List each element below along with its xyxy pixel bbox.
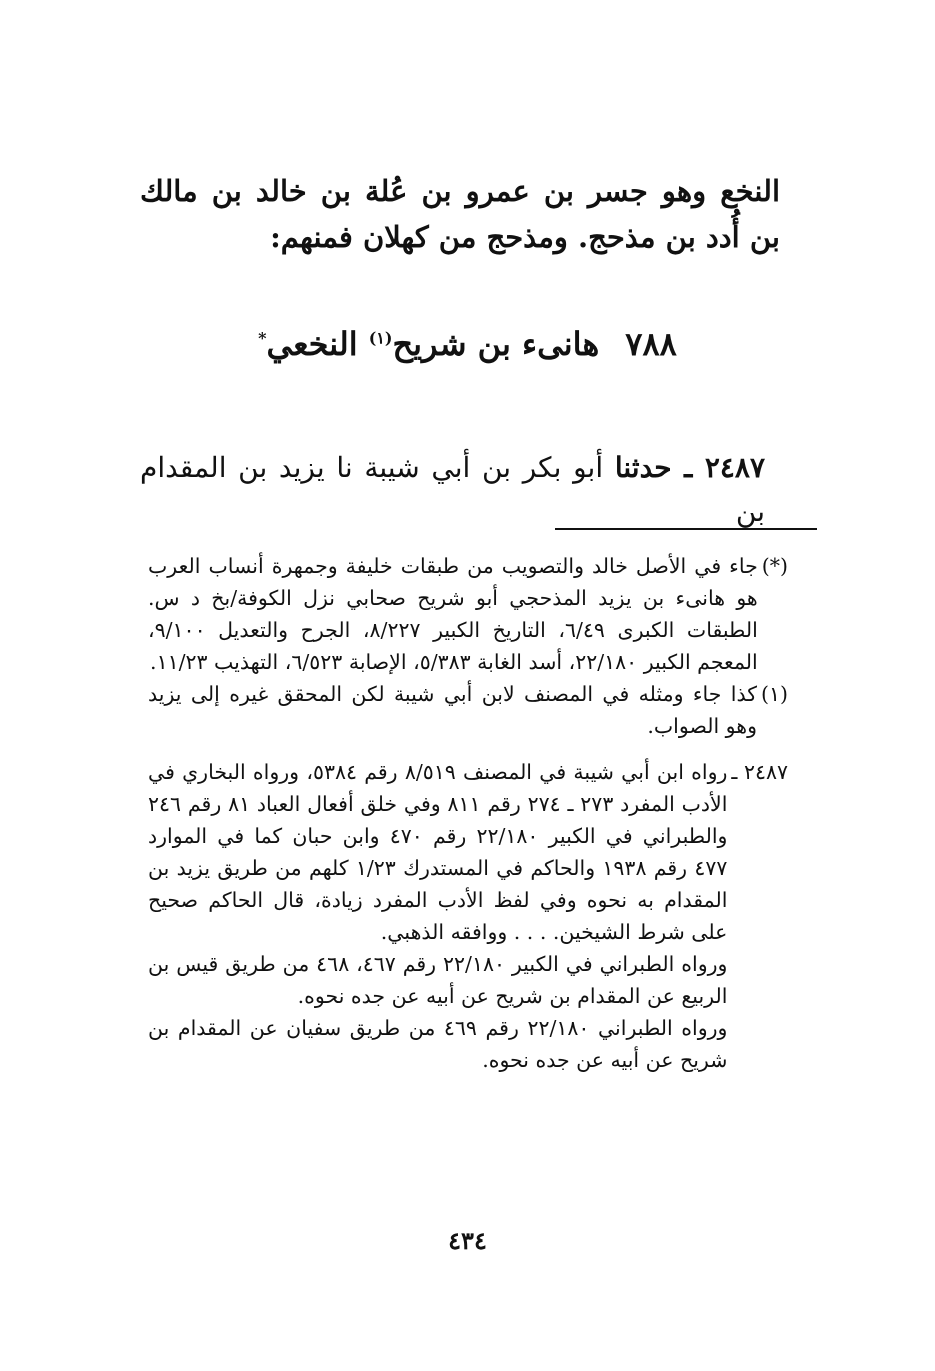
entry-nisba: النخعي (266, 325, 358, 363)
page-number: ٤٣٤ (448, 1226, 487, 1255)
footnote-ref-asterisk: * (258, 328, 267, 348)
footnote-text: جاء في الأصل خالد والتصويب من طبقات خليفة وجمهرة أنساب العرب هو هانىء بن يزيد المذحجي أبو شريح صحابي نزل الكوفة/بخ د س. الطبقات الكبرى ٦/٤٩، التاريخ الكبير ٨/٢٢٧، الجرح والتعديل ٩/١٠٠، المعجم الكبير ٢٢/١٨٠، أسد الغابة ٥/٣٨٣، الإصابة ٦/٥٢٣، التهذيب ١١/٢٣. (148, 554, 758, 674)
footnote-text: ورواه الطبراني ٢٢/١٨٠ رقم ٤٦٩ من طريق سفيان عن المقدام بن شريح عن أبيه عن جده نحوه. (148, 1016, 728, 1072)
footnote-asterisk (148, 550, 788, 678)
footnote-text: ورواه الطبراني في الكبير ٢٢/١٨٠ رقم ٤٦٧، ٤٦٨ من طريق قيس بن الربيع عن المقدام بن شريح عن أبيه عن جده نحوه. (148, 952, 728, 1008)
intro-paragraph: النخع وهو جسر بن عمرو بن عُلة بن خالد بن مالك بن أُدد بن مذحج. ومذحج من كهلان فمنهم: (140, 174, 780, 254)
footnote-marker: (*) (761, 554, 788, 578)
footnote-separator (555, 528, 817, 530)
footnote-1 (148, 678, 788, 742)
footnote-ref-1: (١) (368, 328, 393, 348)
footnote-text: كذا جاء ومثله في المصنف لابن أبي شيبة لكن المحقق غيره إلى يزيد وهو الصواب. (148, 682, 757, 738)
hadith-lead: ٢٤٨٧ ـ حدثنا (614, 451, 765, 484)
hadith-text (140, 446, 765, 534)
entry-heading (0, 320, 935, 368)
footnote-text: رواه ابن أبي شيبة في المصنف ٨/٥١٩ رقم ٥٣٨٤، ورواه البخاري في الأدب المفرد ٢٧٣ ـ ٢٧٤ رقم ٨١١ وفي خلق أفعال العباد ٨١ رقم ٢٤٦ والطبراني في الكبير ٢٢/١٨٠ رقم ٤٧٠ وابن حبان كما في الموارد ٤٧٧ رقم ١٩٣٨ والحاكم في المستدرك ١/٢٣ كلهم من طريق يزيد بن المقدام به نحوه وفي لفظ الأدب المفرد زيادة، قال الحاكم صحيح على شرط الشيخين. . . . ووافقه الذهبي. (148, 760, 728, 944)
hadith-chain: أبو بكر بن أبي شيبة نا يزيد بن المقدام بن (140, 451, 765, 528)
footnote-marker: ٢٤٨٧ ـ (731, 760, 788, 784)
entry-name: هانىء بن شريح (392, 325, 600, 363)
footnote-marker: (١) (760, 682, 788, 706)
footnotes (148, 550, 788, 1076)
entry-number: ٧٨٨ (625, 325, 677, 363)
footnote-2487 (148, 756, 788, 1076)
